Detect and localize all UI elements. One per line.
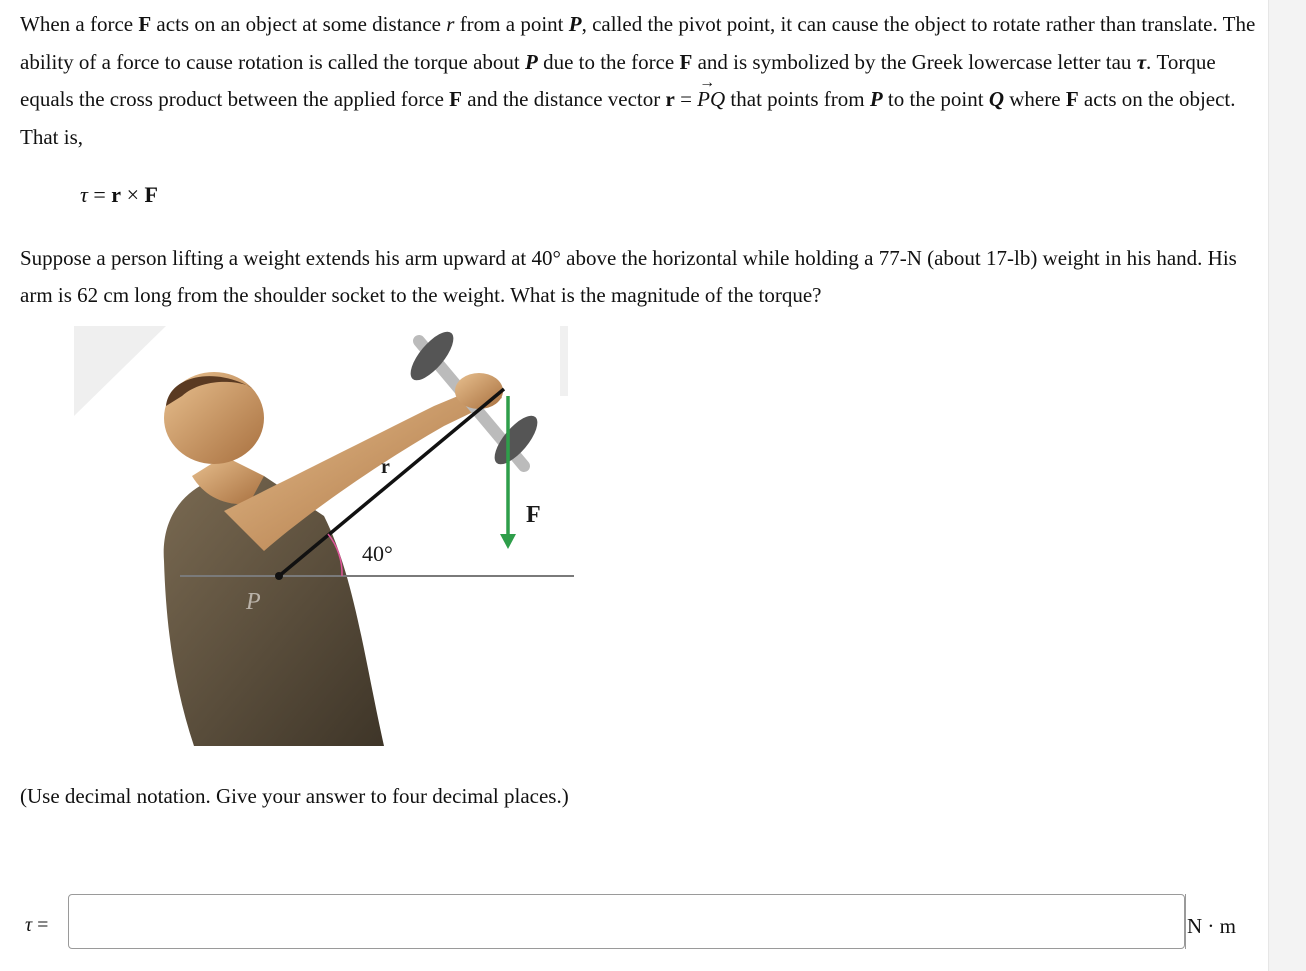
problem-paragraph: Suppose a person lifting a weight extends his arm upward at 40° above the horizontal while holding a 77-N (about 17-lb) weight in his hand. His arm is 62 cm long from the shoulder socket to the weight. What is the magnitude of the torque? xyxy=(20,246,1237,307)
tau-label: τ = xyxy=(25,914,49,936)
pivot-point xyxy=(275,572,283,580)
hand xyxy=(455,373,503,409)
f-label: F xyxy=(526,502,541,528)
background-shade xyxy=(74,326,166,416)
angle-label: 40° xyxy=(362,541,393,566)
force-vector-arrowhead xyxy=(500,534,516,549)
vector-pq: → PQ xyxy=(697,74,726,111)
r-label: r xyxy=(381,456,390,478)
answer-row xyxy=(20,894,1260,952)
units-label: N · m xyxy=(1187,914,1236,938)
torque-answer-input[interactable] xyxy=(68,894,1185,949)
p-label: P xyxy=(246,589,261,615)
arm xyxy=(224,381,502,551)
figure-arm-torque xyxy=(74,326,574,756)
scrollbar-track[interactable] xyxy=(1268,0,1306,971)
intro-paragraph: When a force F acts on an object at some distance r from a point P, called the pivot point, it can cause the object to rotate rather than translate. The ability of a force to cause rotation is called the torque about P due to the force F and is symbolized by the Greek lowercase letter tau τ. Torque equals the cross product between the applied force F and the distance vector r = → PQ that points from P to the point Q where F acts on the object. That is, xyxy=(20,12,1256,149)
instructions-note: (Use decimal notation. Give your answer to four decimal places.) xyxy=(20,784,569,808)
torque-formula: τ = r × F xyxy=(80,182,158,207)
